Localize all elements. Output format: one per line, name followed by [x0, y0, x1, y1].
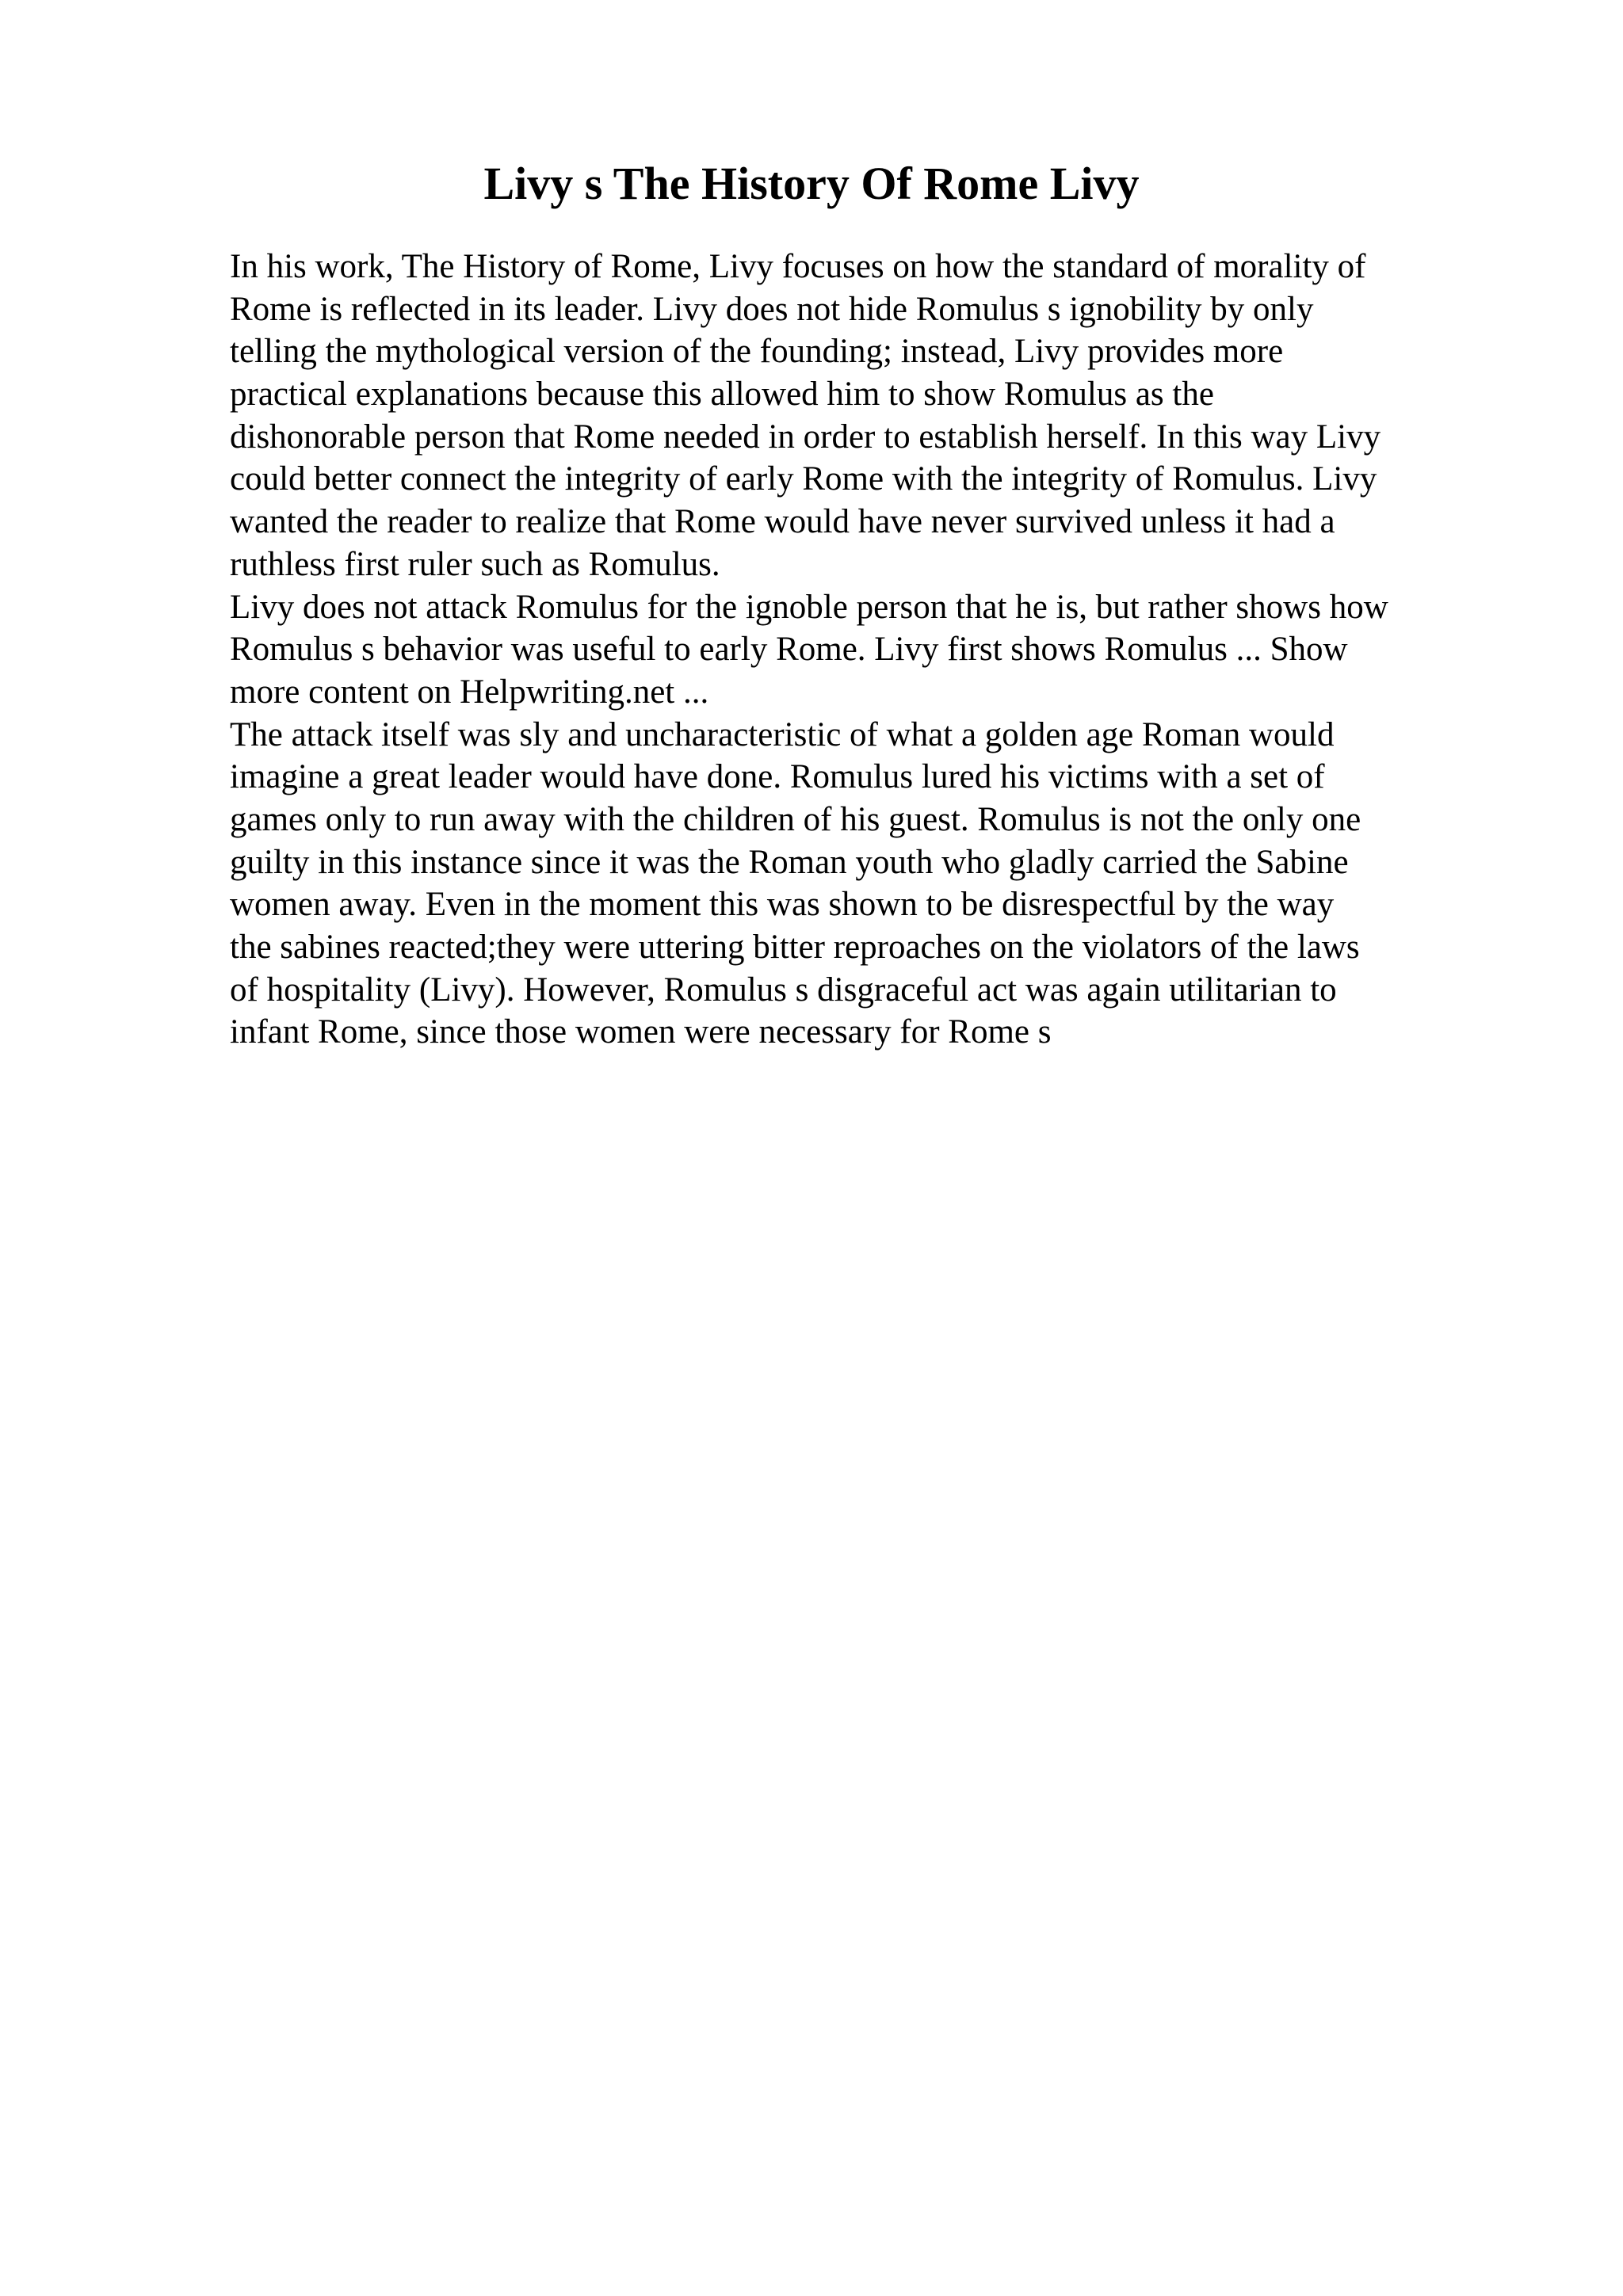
body-line: Rome is reflected in its leader. Livy does not hide Romulus s ignobility by only: [230, 290, 1314, 328]
body-line: Romulus s behavior was useful to early Rome. Livy first shows Romulus ... Show: [230, 631, 1348, 669]
document-title: Livy s The History Of Rome Livy: [483, 158, 1140, 209]
body-line: could better connect the integrity of early Rome with the integrity of Romulus. Livy: [230, 460, 1377, 498]
body-line: infant Rome, since those women were necessary for Rome s: [230, 1013, 1052, 1051]
body-line: practical explanations because this allowed him to show Romulus as the: [230, 376, 1214, 414]
body-line: guilty in this instance since it was the Roman youth who gladly carried the Sabine: [230, 843, 1349, 881]
body-line: of hospitality (Livy). However, Romulus s disgraceful act was again utilitarian to: [230, 971, 1337, 1009]
body-line: The attack itself was sly and uncharacteristic of what a golden age Roman would: [230, 715, 1335, 753]
body-line: wanted the reader to realize that Rome would have never survived unless it had a: [230, 503, 1335, 541]
body-line: imagine a great leader would have done. Romulus lured his victims with a set of: [230, 758, 1325, 796]
body-line: ruthless first ruler such as Romulus.: [230, 545, 720, 583]
body-line: the sabines reacted;they were uttering bitter reproaches on the violators of the laws: [230, 929, 1360, 966]
body-line: games only to run away with the children of his guest. Romulus is not the only one: [230, 800, 1361, 838]
body-line: women away. Even in the moment this was shown to be disrespectful by the way: [230, 886, 1335, 924]
body-line: telling the mythological version of the founding; instead, Livy provides more: [230, 333, 1284, 371]
body-line: Livy does not attack Romulus for the ignoble person that he is, but rather shows how: [230, 588, 1388, 626]
document-body: [230, 246, 1514, 1054]
body-line: In his work, The History of Rome, Livy focuses on how the standard of morality of: [230, 248, 1366, 285]
body-line: dishonorable person that Rome needed in order to establish herself. In this way Livy: [230, 418, 1381, 456]
body-line: more content on Helpwriting.net ...: [230, 673, 709, 711]
